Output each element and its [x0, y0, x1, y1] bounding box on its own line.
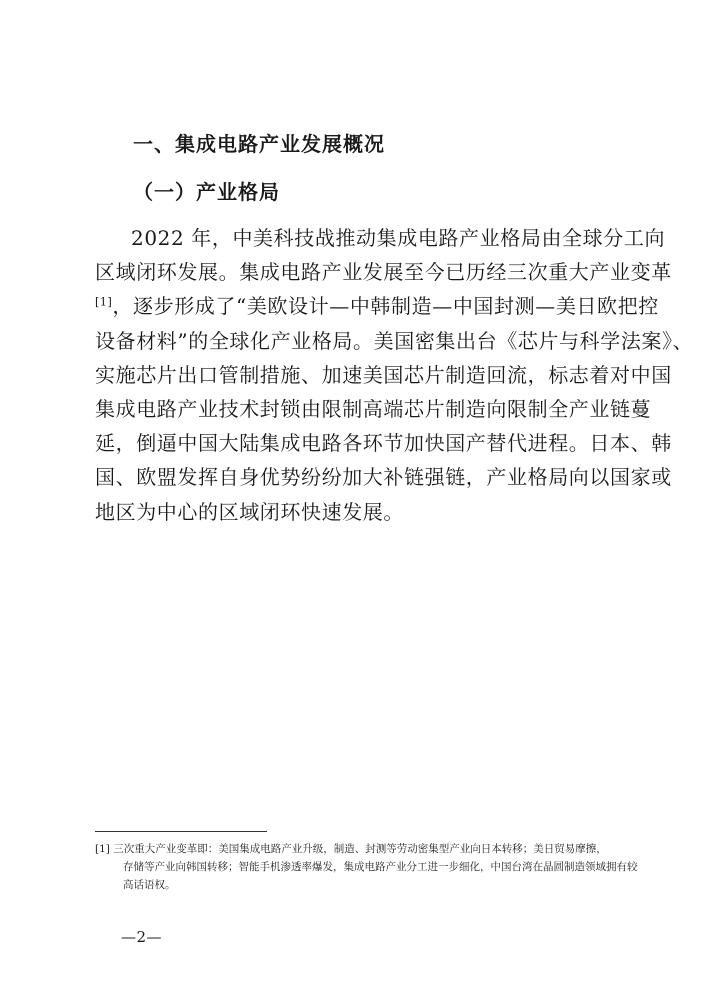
paragraph-line-with-footnote: [95, 289, 659, 323]
paragraph-line: 集成电路产业技术封锁由限制高端芯片制造向限制全产业链蔓: [95, 396, 652, 421]
footnote-line: 高话语权。: [123, 879, 176, 891]
paragraph-line: 实施芯片出口管制措施、加速美国芯片制造回流，标志着对中国: [95, 362, 672, 387]
footnote-line: 存储等产业向韩国转移；智能手机渗透率爆发，集成电路产业分工进一步细化，中国台湾在晶圆制造领域拥有较: [123, 861, 638, 873]
paragraph-line: 2022 年，中美科技战推动集成电路产业格局由全球分工向: [131, 226, 666, 250]
paragraph-line: 延，倒逼中国大陆集成电路各环节加快国产替代进程。日本、韩: [95, 431, 672, 456]
section-heading: 一、集成电路产业发展概况: [133, 132, 385, 156]
paragraph-line: 国、欧盟发挥自身优势纷纷加大补链强链，产业格局向以国家或: [95, 465, 672, 490]
footnote-line: [1] 三次重大产业变革即：美国集成电路产业升级，制造、封测等劳动密集型产业向日本转移；美日贸易摩擦，: [95, 843, 607, 855]
footnote-separator: [95, 831, 267, 832]
footnote: [95, 840, 640, 894]
page-number: —2—: [121, 928, 163, 946]
footnote-reference[interactable]: [1]: [95, 295, 113, 309]
paragraph-line: 地区为中心的区域闭环快速发展。: [95, 499, 404, 524]
paragraph-line-text: ，逐步形成了“美欧设计—中韩制造—中国封测—美日欧把控: [112, 294, 659, 319]
body-paragraph: [95, 221, 694, 529]
paragraph-line: 设备材料”的全球化产业格局。美国密集出台《芯片与科学法案》、: [95, 328, 694, 353]
paragraph-line: 区域闭环发展。集成电路产业发展至今已历经三次重大产业变革: [95, 260, 672, 285]
subsection-heading: （一）产业格局: [133, 180, 280, 204]
